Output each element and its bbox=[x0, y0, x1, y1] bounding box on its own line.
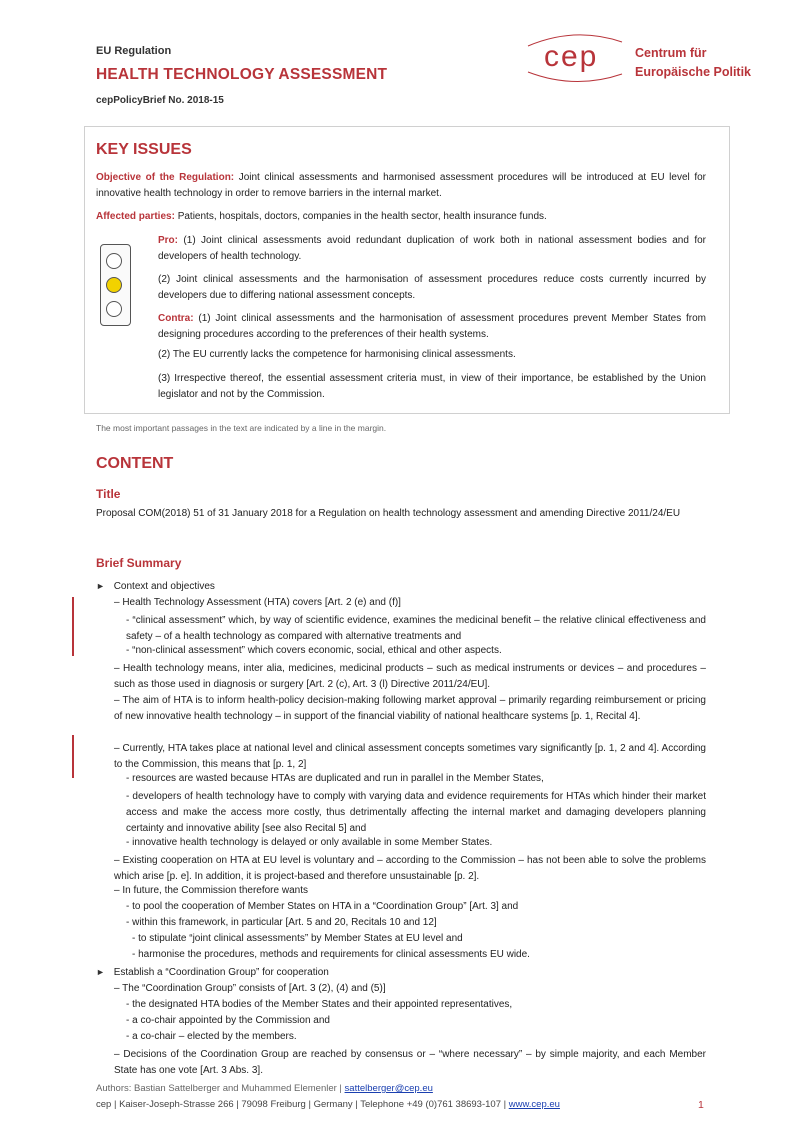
section-1-title: Context and objectives bbox=[113, 581, 215, 592]
author-email-link[interactable]: sattelberger@cep.eu bbox=[344, 1083, 433, 1094]
list-item: - “non-clinical assessment” which covers economic, social, ethical and other aspects. bbox=[126, 645, 502, 656]
pro-label: Pro: bbox=[158, 235, 178, 246]
website-link[interactable]: www.cep.eu bbox=[508, 1099, 560, 1110]
section-1 bbox=[96, 581, 215, 592]
contra-label: Contra: bbox=[158, 313, 194, 324]
list-item: - to stipulate “joint clinical assessments” by Member States at EU level and bbox=[132, 933, 463, 944]
list-item: - “clinical assessment” which, by way of scientific evidence, examines the medicinal benefit – the relative clinical effectiveness and safety – of a health technology as compared with alternative treatments and bbox=[126, 615, 706, 642]
objective-label: Objective of the Regulation: bbox=[96, 172, 235, 183]
list-item: - developers of health technology have to comply with varying data and evidence requirements for HTAs which hinder their market access and make the access more costly, thus detrimentally affecting the internal market and damaging developers planning certainty and innovative ability [see also Recital 5] and bbox=[126, 791, 706, 834]
margin-note: The most important passages in the text are indicated by a line in the margin. bbox=[96, 423, 387, 433]
footer-authors bbox=[96, 1083, 433, 1094]
key-issues-heading: KEY ISSUES bbox=[96, 141, 192, 158]
brief-number: cepPolicyBrief No. 2018-15 bbox=[96, 95, 224, 106]
regulation-type: EU Regulation bbox=[96, 45, 172, 57]
objective-text: Joint clinical assessments and harmonised assessment procedures will be introduced at EU level for innovative health technology in order to remove barriers in the internal market. bbox=[96, 172, 706, 199]
affected-paragraph bbox=[96, 209, 706, 225]
pro-1-text: (1) Joint clinical assessments avoid redundant duplication of work both in national assessment bodies and for developers of health technology. bbox=[158, 235, 707, 262]
margin-line bbox=[72, 735, 74, 778]
list-item: - to pool the cooperation of Member States on HTA in a “Coordination Group” [Art. 3] and bbox=[126, 901, 519, 912]
contra-2: (2) The EU currently lacks the competence for harmonising clinical assessments. bbox=[158, 349, 516, 360]
list-item: – Decisions of the Coordination Group are reached by consensus or – “where necessary” – by simple majority, and each Member State has one vote [Art. 3 Abs. 3]. bbox=[114, 1049, 706, 1076]
list-item: - within this framework, in particular [Art. 5 and 20, Recitals 10 and 12] bbox=[126, 917, 437, 928]
organization-name bbox=[635, 44, 751, 82]
traffic-light-bottom-lamp bbox=[106, 301, 122, 317]
content-heading: CONTENT bbox=[96, 455, 174, 472]
list-item: – In future, the Commission therefore wants bbox=[114, 885, 308, 896]
contra-1-text: (1) Joint clinical assessments and the harmonisation of assessment procedures prevent Member States from designing procedures according to the preferences of their health systems. bbox=[158, 313, 707, 340]
arrow-bullet-icon: ► bbox=[96, 967, 105, 977]
document-title: HEALTH TECHNOLOGY ASSESSMENT bbox=[96, 66, 388, 83]
pro-2: (2) Joint clinical assessments and the harmonisation of assessment procedures reduce costs currently incurred by developers due to differing national assessment concepts. bbox=[158, 274, 706, 301]
affected-label: Affected parties: bbox=[96, 211, 175, 222]
list-item: – Health Technology Assessment (HTA) covers [Art. 2 (e) and (f)] bbox=[114, 597, 401, 608]
org-line-1: Centrum für bbox=[635, 46, 707, 60]
pro-1 bbox=[158, 233, 706, 265]
list-item: - a co-chair appointed by the Commission and bbox=[126, 1015, 330, 1026]
contra-1 bbox=[158, 311, 706, 343]
list-item: - a co-chair – elected by the members. bbox=[126, 1031, 297, 1042]
list-item: - the designated HTA bodies of the Member States and their appointed representatives, bbox=[126, 999, 513, 1010]
page-number: 1 bbox=[698, 1099, 704, 1111]
address-text: cep | Kaiser-Joseph-Strasse 266 | 79098 Freiburg | Germany | Telephone +49 (0)761 38693-107 | bbox=[96, 1099, 507, 1110]
list-item: – Health technology means, inter alia, medicines, medicinal products – such as medical instruments or devices – and procedures – such as those used in diagnosis or surgery [Art. 2 (c), Art. 3 (l) Directive 2011/24/EU]. bbox=[114, 663, 706, 690]
title-text: Proposal COM(2018) 51 of 31 January 2018 for a Regulation on health technology assessment and amending Directive 2011/24/EU bbox=[96, 508, 681, 519]
affected-text: Patients, hospitals, doctors, companies in the health sector, health insurance funds. bbox=[177, 211, 547, 222]
list-item: – Currently, HTA takes place at national level and clinical assessment concepts sometimes vary significantly [p. 1, 2 and 4]. According to the Commission, this means that [p. 1, 2] bbox=[114, 743, 706, 770]
traffic-light-icon bbox=[100, 244, 131, 326]
summary-heading: Brief Summary bbox=[96, 556, 182, 570]
margin-line bbox=[72, 597, 74, 656]
objective-paragraph bbox=[96, 170, 706, 202]
list-item: - innovative health technology is delayed or only available in some Member States. bbox=[126, 837, 493, 848]
section-2-title: Establish a “Coordination Group” for cooperation bbox=[113, 967, 329, 978]
authors-text: Authors: Bastian Sattelberger and Muhammed Elemenler | bbox=[96, 1083, 342, 1094]
section-2 bbox=[96, 967, 329, 978]
list-item: - harmonise the procedures, methods and requirements for clinical assessments EU wide. bbox=[132, 949, 530, 960]
title-heading: Title bbox=[96, 487, 121, 501]
contra-3: (3) Irrespective thereof, the essential assessment criteria must, in view of their importance, be established by the Union legislator and not by the Commission. bbox=[158, 373, 706, 400]
list-item: – The aim of HTA is to inform health-policy decision-making following market approval – primarily regarding reimbursement or pricing of new innovative health technology – in support of the financial viability of national healthcare systems [p. 1, Recital 4]. bbox=[114, 695, 706, 722]
org-line-2: Europäische Politik bbox=[635, 65, 752, 79]
footer-address bbox=[96, 1099, 560, 1110]
list-item: - resources are wasted because HTAs are duplicated and run in parallel in the Member States, bbox=[126, 773, 544, 784]
list-item: – The “Coordination Group” consists of [Art. 3 (2), (4) and (5)] bbox=[114, 983, 386, 994]
traffic-light-yellow-lamp bbox=[106, 277, 122, 293]
arrow-bullet-icon: ► bbox=[96, 581, 105, 591]
list-item: – Existing cooperation on HTA at EU level is voluntary and – according to the Commission – has not been able to solve the problems which arise [p. e]. In addition, it is project-based and therefore unsustainable [p. 2]. bbox=[114, 855, 706, 882]
traffic-light-top-lamp bbox=[106, 253, 122, 269]
cep-logo: cep bbox=[544, 40, 599, 73]
